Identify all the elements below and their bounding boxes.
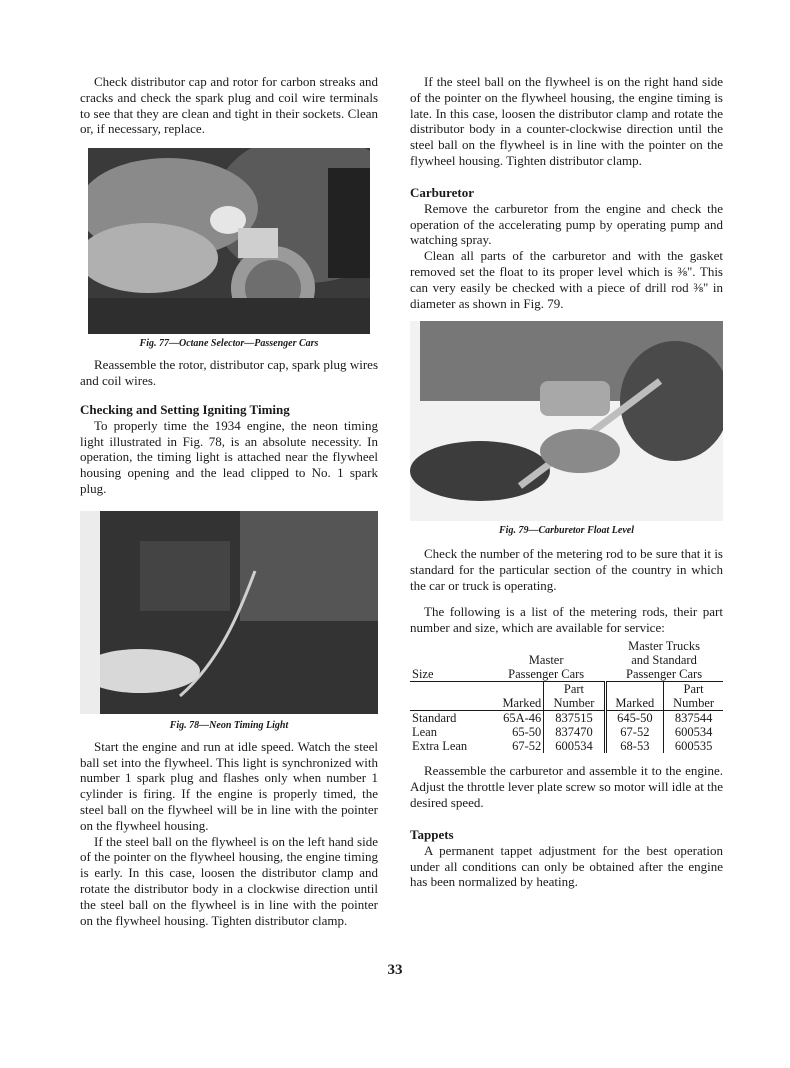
subheader-marked: Marked xyxy=(605,696,664,711)
paragraph-neon-light: To properly time the 1934 engine, the neon timing light illustrated in Fig. 78, is an absolute necessity. In operation, the timing light is attached near the flywheel housing opening and the lead clipped to No. 1 spark plug. xyxy=(80,417,378,496)
cell-marked: 67-52 xyxy=(605,725,664,739)
paragraph-float-level: Clean all parts of the carburetor and with the gasket removed set the float to its proper level which is ⅜". This can very easily be checked with a piece of drill rod ⅜" in diameter as shown in Fig. 79. xyxy=(410,248,723,311)
paragraph-start-engine: Start the engine and run at idle speed. Watch the steel ball set into the flywheel. This light is synchronized with number 1 spark plug and flashes only when number 1 cylinder is firing. If the engine is properly timed, the steel ball on the flywheel will be in line with the pointer on the flywheel housing. xyxy=(80,738,378,833)
cell-marked: 68-53 xyxy=(605,739,664,753)
heading-carburetor: Carburetor xyxy=(410,184,475,200)
paragraph-timing-late: If the steel ball on the flywheel is on the right hand side of the pointer on the flywheel housing, the engine timing is late. In this case, loosen the distributor clamp and rotate the distributor body in a counter-clockwise direction until the steel ball on the flywheel is in line with the pointer on the flywheel housing. Tighten distributor clamp. xyxy=(410,74,723,168)
subheader-part-line2: Number xyxy=(544,696,605,711)
heading-ignition-timing: Checking and Setting Igniting Timing xyxy=(80,401,290,417)
subheader-part-line1: Part xyxy=(664,682,723,697)
paragraph-rod-list: The following is a list of the metering rods, their part number and size, which are available for service: xyxy=(410,603,723,635)
heading-tappets: Tappets xyxy=(410,826,454,842)
header-trucks-line1: Master Trucks xyxy=(628,639,700,654)
fig78-caption: Fig. 78—Neon Timing Light xyxy=(169,719,289,731)
fig79-photo xyxy=(410,321,723,521)
cell-size: Lean xyxy=(412,725,437,740)
header-master-line2: Passenger Cars xyxy=(487,667,605,682)
cell-part-number: 837470 xyxy=(544,725,605,739)
cell-part-number: 600534 xyxy=(544,739,605,753)
header-size: Size xyxy=(410,667,487,682)
paragraph-reassemble-rotor: Reassemble the rotor, distributor cap, spark plug wires and coil wires. xyxy=(80,357,378,388)
header-master-line1: Master xyxy=(528,653,564,668)
fig79-caption: Fig. 79—Carburetor Float Level xyxy=(499,525,634,537)
fig78-photo xyxy=(80,511,378,714)
header-trucks-line2: and Standard xyxy=(631,653,697,668)
header-trucks-line3: Passenger Cars xyxy=(605,667,723,682)
subheader-part-line1: Part xyxy=(544,682,605,697)
right-column xyxy=(410,74,723,890)
metering-rod-table xyxy=(410,639,723,753)
cell-marked: 65A-46 xyxy=(503,711,542,726)
fig77-photo xyxy=(88,148,370,334)
paragraph-metering-rod: Check the number of the metering rod to be sure that it is standard for the particular section of the country in which the car or truck is operating. xyxy=(410,546,723,593)
paragraph-reassemble-carburetor: Reassemble the carburetor and assemble it to the engine. Adjust the throttle lever plate screw so motor will idle at the desired speed. xyxy=(410,763,724,810)
paragraph-timing-early: If the steel ball on the flywheel is on the left hand side of the pointer on the flywheel housing, the engine timing is early. In this case, loosen the distributor clamp and rotate the distributor body in a clockwise direction until the steel ball on the flywheel is in line with the pointer on the flywheel housing. Tighten distributor clamp. xyxy=(80,833,378,928)
page-number: 33 xyxy=(387,962,403,978)
cell-part-number: 837515 xyxy=(544,711,605,726)
subheader-marked: Marked xyxy=(487,696,544,711)
table-row xyxy=(410,725,723,739)
table-row xyxy=(410,739,723,753)
paragraph-tappet-adjustment: A permanent tappet adjustment for the best operation under all conditions can only be obtained after the engine has been normalized by heating. xyxy=(410,842,723,890)
paragraph-remove-carburetor: Remove the carburetor from the engine and check the operation of the accelerating pump by operating pump and watching spray. xyxy=(410,200,723,248)
cell-size: Extra Lean xyxy=(412,739,468,754)
subheader-part-line2: Number xyxy=(664,696,723,711)
cell-size: Standard xyxy=(412,711,457,726)
cell-part-number: 600534 xyxy=(664,725,723,739)
cell-part-number: 837544 xyxy=(664,711,723,726)
cell-part-number: 600535 xyxy=(664,739,723,753)
paragraph-distributor-check: Check distributor cap and rotor for carbon streaks and cracks and check the spark plug and coil wire terminals to see that they are clean and tight in their sockets. Clean or, if necessary, replace. xyxy=(80,74,378,137)
table-row xyxy=(410,711,723,726)
cell-marked: 645-50 xyxy=(605,711,664,726)
left-column xyxy=(80,74,378,928)
cell-marked: 65-50 xyxy=(512,725,542,740)
fig77-caption: Fig. 77—Octane Selector—Passenger Cars xyxy=(139,338,319,350)
cell-marked: 67-52 xyxy=(512,739,542,754)
